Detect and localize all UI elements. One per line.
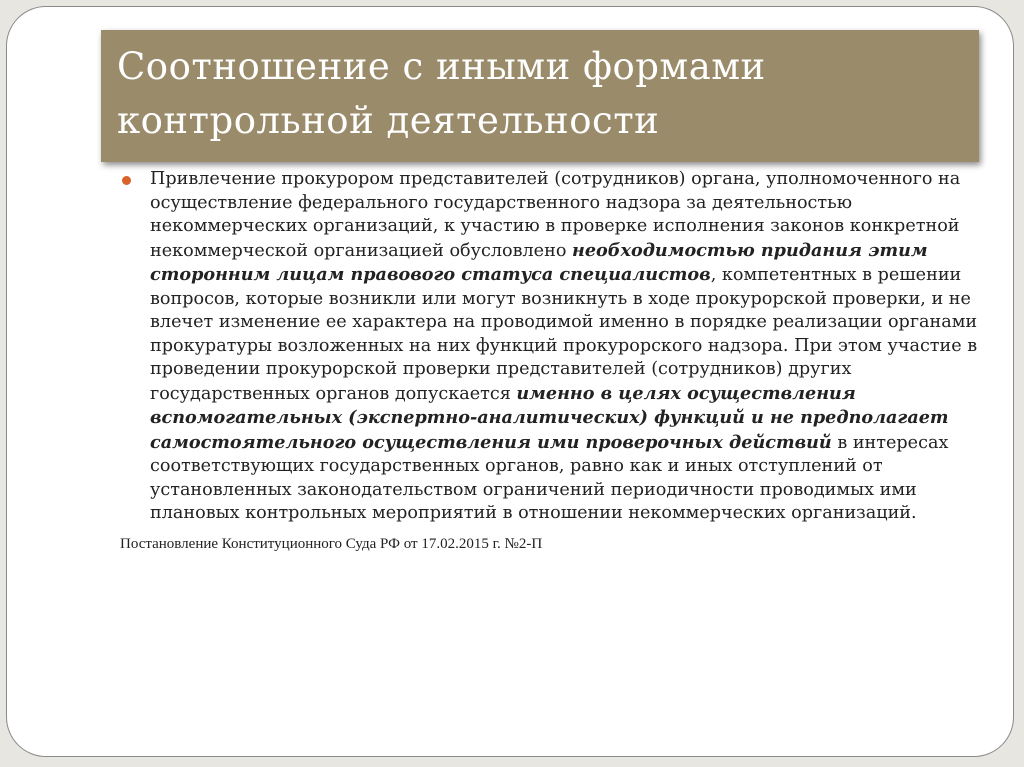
text-segment: в интересах соответствующих государственных органов, равно как и иных отступлений от установленных законодательством ограничений периодичности проводимых ими плановых контрольных мероприятий в отношении некоммерческих организаций. <box>150 432 949 523</box>
bullet-dot-icon <box>122 176 131 185</box>
slide-content <box>122 168 982 554</box>
slide <box>6 6 1014 757</box>
text-segment: , компетентных в решении вопросов, которые возникли или могут возникнуть в ходе прокурорской проверки, и не влечет изменение ее характера на проводимой именно в порядке реализации органами прокуратуры возложенных на них функций прокурорского надзора. При этом участие в проведении прокурорской проверки представителей (сотрудников) других государственных органов допускается <box>150 265 978 404</box>
bullet-item <box>122 168 982 526</box>
emphasis-segment: необходимостью придания этим сторонним лицам правового статуса специалистов <box>150 239 928 285</box>
emphasis-segment: именно в целях осуществления вспомогательных (экспертно-аналитических) функций и не предполагает самостоятельного осуществления ими проверочных действий <box>150 382 949 453</box>
bullet-text <box>150 168 982 526</box>
title-bar <box>101 30 979 162</box>
source-citation: Постановление Конституционного Суда РФ от 17.02.2015 г. №2-П <box>120 535 543 552</box>
text-segment: Привлечение прокурором представителей (сотрудников) органа, уполномоченного на осуществление федерального государственного надзора за деятельностью некоммерческих организаций, к участию в проверке исполнения законов конкретной некоммерческой организацией обусловлено <box>150 169 961 261</box>
slide-title: Соотношение с иными формами контрольной деятельности <box>117 45 766 142</box>
